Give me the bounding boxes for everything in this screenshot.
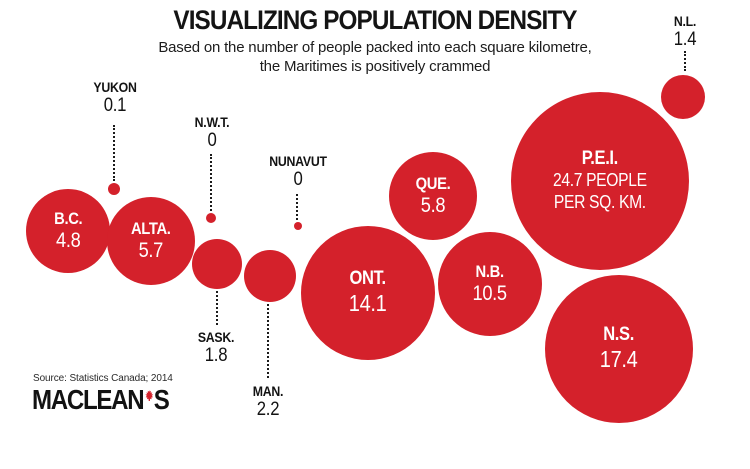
chart-header: [0, 6, 750, 76]
bubble-label-nwt: [195, 114, 230, 151]
bubble-value: 1.4: [673, 29, 697, 50]
source-note: Source: Statistics Canada; 2014: [33, 373, 173, 384]
bubble-name: N.L.: [673, 13, 697, 29]
bubble-man: [244, 250, 296, 302]
bubble-label-nl: [674, 13, 696, 50]
connector-line-nl: [684, 51, 686, 71]
bubble-text-pei: [553, 149, 647, 214]
bubble-nl: [661, 75, 705, 119]
bubble-label-nunavut: [269, 153, 326, 190]
bubble-name: B.C.: [53, 208, 83, 228]
bubble-value: 5.7: [138, 238, 164, 262]
bubble-value: 4.8: [55, 228, 81, 252]
bubble-sask: [192, 239, 242, 289]
bubble-nunavut: [294, 222, 302, 230]
bubble-text-nb: [473, 263, 507, 306]
bubble-name: N.S.: [603, 324, 635, 346]
bubble-yukon: [108, 183, 120, 195]
bubble-value: 10.5: [472, 281, 508, 305]
bubble-text-que: [416, 175, 451, 218]
bubble-alta: [107, 197, 195, 285]
subtitle-line-1: Based on the number of people packed into each square kilometre,: [158, 39, 592, 56]
connector-line-yukon: [113, 125, 115, 181]
bubble-value: 0.1: [103, 95, 127, 116]
connector-line-man: [267, 304, 269, 378]
connector-line-sask: [216, 291, 218, 325]
bubble-bc: [26, 189, 110, 273]
bubble-name: SASK.: [197, 329, 235, 345]
bubble-value: 5.8: [420, 193, 446, 217]
bubble-name: QUE.: [415, 173, 451, 193]
bubble-value: 24.7 PEOPLE: [553, 170, 647, 191]
bubble-label-sask: [198, 329, 234, 366]
subtitle-line-2: the Maritimes is positively crammed: [259, 58, 491, 75]
connector-line-nunavut: [296, 194, 298, 220]
bubble-value: 0: [207, 130, 217, 151]
bubble-name: P.E.I.: [581, 147, 619, 169]
bubble-que: [389, 152, 477, 240]
chart-title: VISUALIZING POPULATION DENSITY: [173, 5, 577, 35]
bubble-name: YUKON: [93, 79, 137, 95]
connector-line-nwt: [210, 154, 212, 211]
bubble-value: PER SQ. KM.: [554, 192, 646, 213]
bubble-value: 2.2: [256, 399, 280, 420]
bubble-nwt: [206, 213, 216, 223]
bubble-label-yukon: [93, 79, 136, 116]
bubble-name: N.B.: [475, 261, 505, 281]
bubble-value: 0: [293, 169, 303, 190]
logo-text-after: S: [153, 384, 169, 415]
bubble-text-alta: [131, 220, 171, 263]
chart-subtitle: [0, 38, 750, 76]
logo-text-before: MACLEAN: [32, 384, 144, 415]
bubble-text-ont: [349, 269, 387, 316]
bubble-label-man: [253, 383, 283, 420]
bubble-name: ONT.: [349, 268, 387, 290]
bubble-name: NUNAVUT: [269, 153, 327, 169]
bubble-pei: [511, 92, 689, 270]
bubble-value: 14.1: [349, 289, 387, 316]
bubble-ns: [545, 275, 693, 423]
bubble-value: 17.4: [600, 345, 638, 372]
bubble-nb: [438, 232, 542, 336]
bubble-name: ALTA.: [131, 218, 171, 238]
bubble-value: 1.8: [204, 345, 228, 366]
bubble-name: MAN.: [252, 383, 284, 399]
bubble-ont: [301, 226, 435, 360]
bubble-text-ns: [600, 325, 638, 372]
bubble-text-bc: [54, 210, 82, 253]
macleans-logo: [32, 386, 168, 414]
bubble-name: N.W.T.: [194, 114, 230, 130]
